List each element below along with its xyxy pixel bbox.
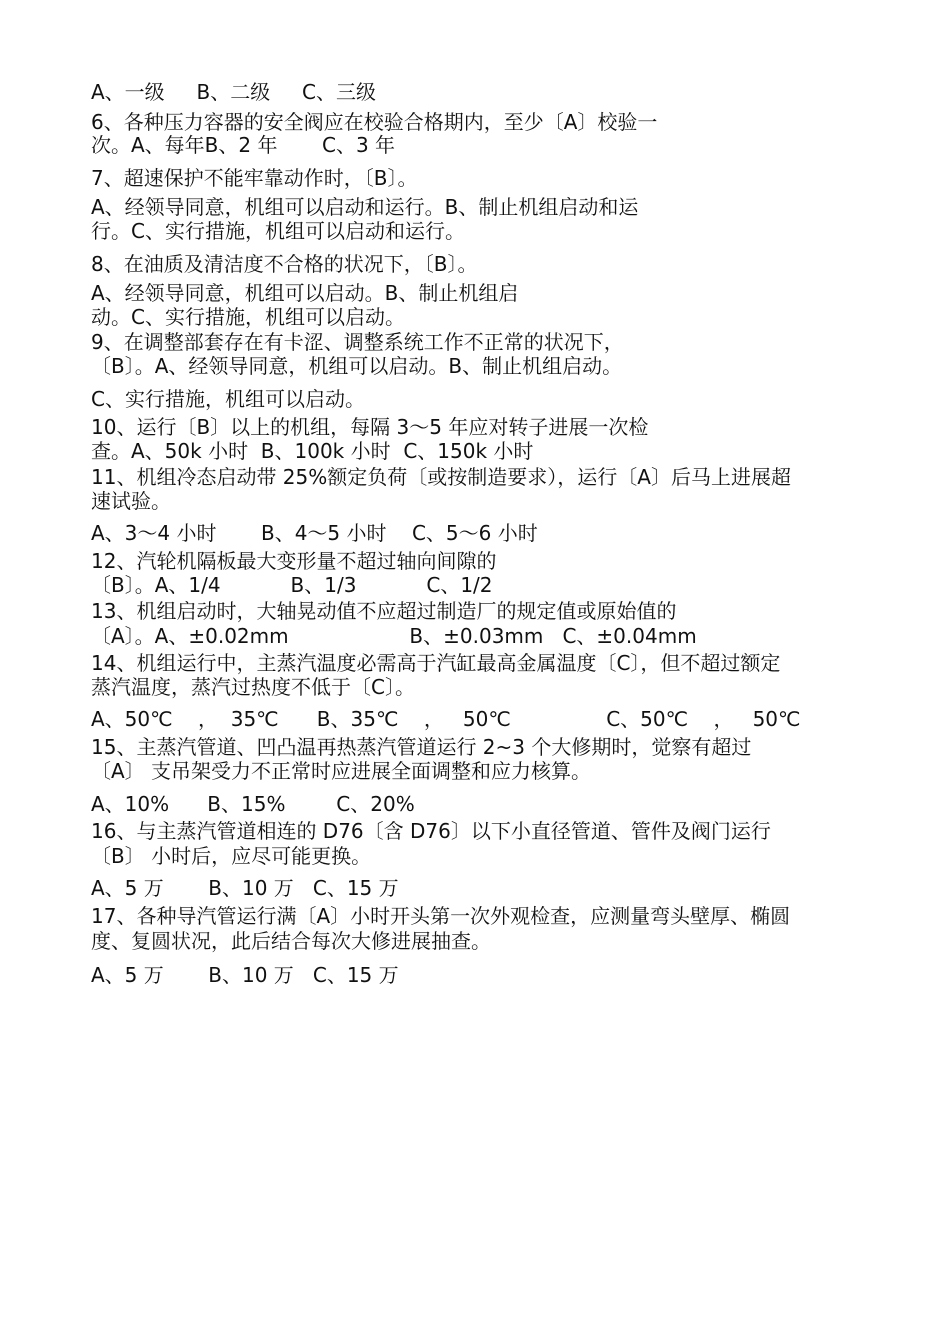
- text-line: A、一级 B、二级 C、三级: [91, 80, 376, 104]
- text-line: 查。A、50k 小时 B、100k 小时 C、150k 小时: [91, 439, 534, 463]
- text-line: 12、汽轮机隔板最大变形量不超过轴向间隙的: [91, 549, 497, 573]
- text-line: 〔A〕。A、±0.02mm B、±0.03mm C、±0.04mm: [91, 624, 697, 648]
- text-line: 行。C、实行措施，机组可以启动和运行。: [91, 219, 465, 243]
- text-line: 8、在油质及清洁度不合格的状况下，〔B〕。: [91, 252, 478, 276]
- text-line: 16、与主蒸汽管道相连的 D76〔含 D76〕以下小直径管道、管件及阀门运行: [91, 819, 771, 843]
- text-line: A、5 万 B、10 万 C、15 万: [91, 876, 399, 900]
- text-line: A、经领导同意，机组可以启动和运行。B、制止机组启动和运: [91, 195, 639, 219]
- text-line: A、10% B、15% C、20%: [91, 792, 415, 816]
- text-line: 速试验。: [91, 489, 171, 513]
- text-line: A、50℃ ， 35℃ B、35℃ ， 50℃ C、50℃ ， 50℃: [91, 707, 801, 731]
- text-line: 11、机组冷态启动带 25%额定负荷〔或按制造要求），运行〔A〕后马上进展超: [91, 465, 791, 489]
- text-line: 〔A〕 支吊架受力不正常时应进展全面调整和应力核算。: [91, 759, 592, 783]
- text-line: 度、复圆状况，此后结合每次大修进展抽查。: [91, 929, 491, 953]
- text-line: 〔B〕。A、1/4 B、1/3 C、1/2: [91, 573, 493, 597]
- text-line: A、经领导同意，机组可以启动。B、制止机组启: [91, 281, 519, 305]
- text-line: 10、运行〔B〕以上的机组，每隔 3～5 年应对转子进展一次检: [91, 415, 649, 439]
- text-line: 6、各种压力容器的安全阀应在校验合格期内，至少〔A〕校验一: [91, 110, 658, 134]
- text-line: 动。C、实行措施，机组可以启动。: [91, 305, 405, 329]
- text-line: 17、各种导汽管运行满〔A〕小时开头第一次外观检查，应测量弯头壁厚、椭圆: [91, 904, 791, 928]
- text-line: A、5 万 B、10 万 C、15 万: [91, 963, 399, 987]
- text-line: 15、主蒸汽管道、凹凸温再热蒸汽管道运行 2~3 个大修期时，觉察有超过: [91, 735, 752, 759]
- text-line: 蒸汽温度，蒸汽过热度不低于〔C〕。: [91, 675, 415, 699]
- text-line: C、实行措施，机组可以启动。: [91, 387, 365, 411]
- text-line: 14、机组运行中，主蒸汽温度必需高于汽缸最高金属温度〔C〕，但不超过额定: [91, 651, 781, 675]
- text-line: A、3～4 小时 B、4～5 小时 C、5～6 小时: [91, 521, 538, 545]
- text-line: 9、在调整部套存在有卡涩、调整系统工作不正常的状况下，: [91, 330, 624, 354]
- text-line: 次。A、每年B、2 年 C、3 年: [91, 133, 396, 157]
- text-line: 7、超速保护不能牢靠动作时，〔B〕。: [91, 166, 418, 190]
- text-line: 〔B〕。A、经领导同意，机组可以启动。B、制止机组启动。: [91, 354, 623, 378]
- text-line: 13、机组启动时，大轴晃动值不应超过制造厂的规定值或原始值的: [91, 599, 677, 623]
- text-line: 〔B〕 小时后，应尽可能更换。: [91, 844, 372, 868]
